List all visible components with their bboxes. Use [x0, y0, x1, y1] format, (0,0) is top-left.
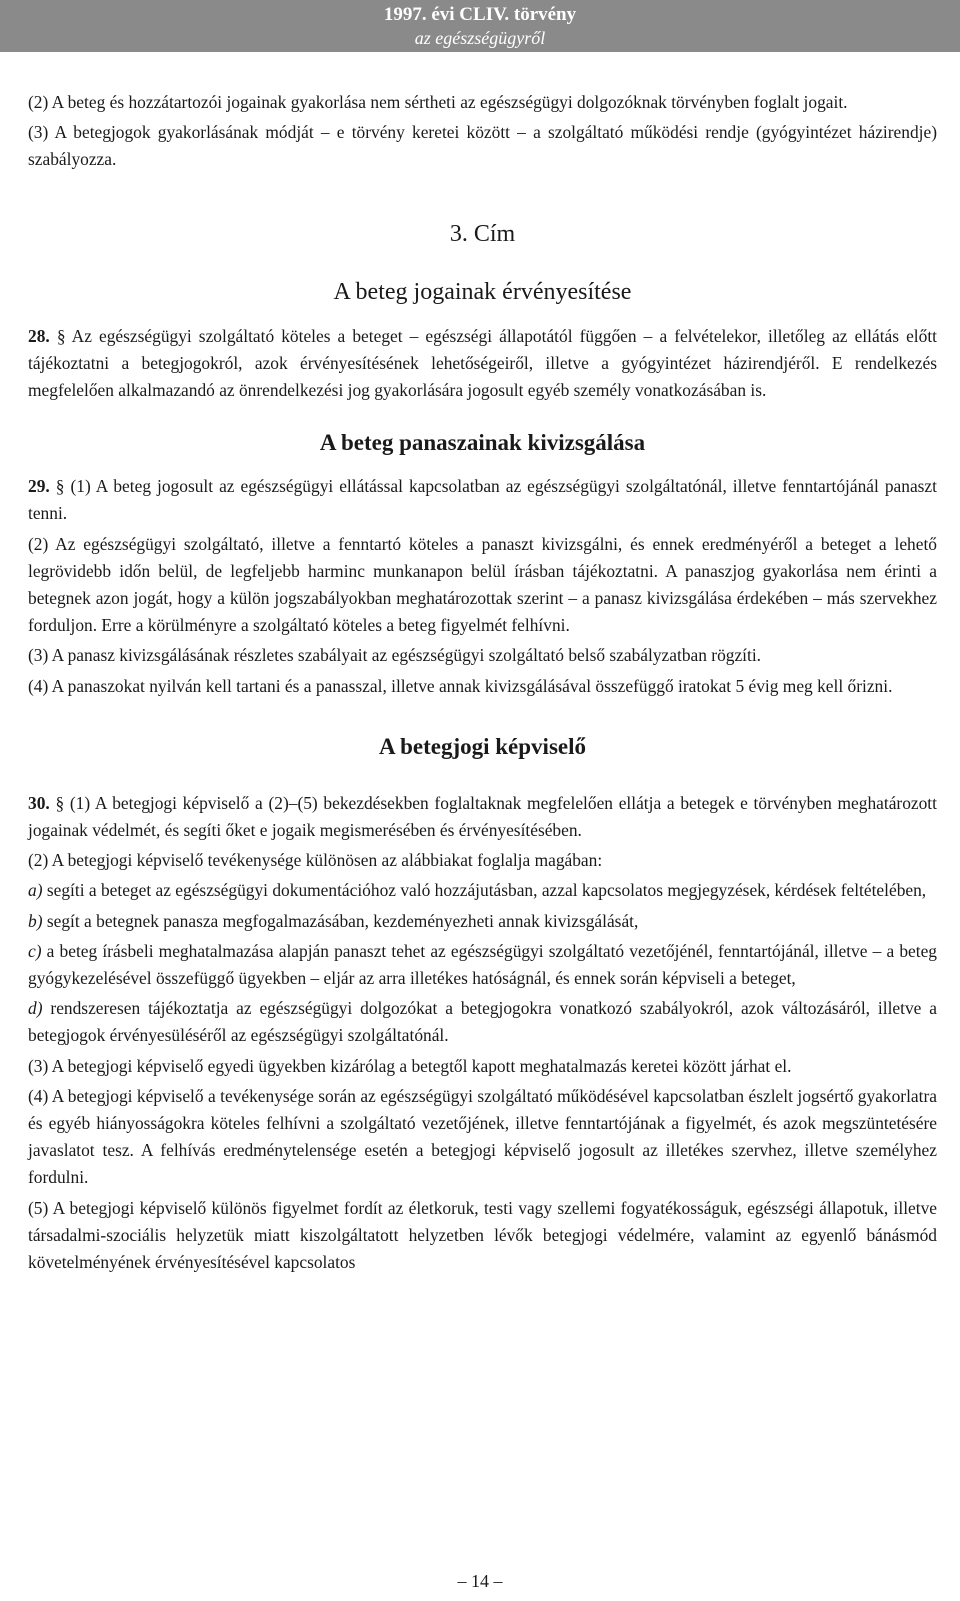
header-title: 1997. évi CLIV. törvény — [383, 4, 577, 25]
item-text: a beteg írásbeli meghatalmazása alapján panaszt tehet az egészségügyi szolgáltató vezetőjénél, fenntartójánál, illetve – a beteg gyógykezelésével összefüggő ügyekben – eljár az arra illetékes hatóságnál, és ennek során képviseli a beteget, — [28, 940, 937, 989]
chapter-title: A beteg jogainak érvényesítése — [333, 278, 632, 305]
section-29-3: (3) A panasz kivizsgálásának részletes szabályait az egészségügyi szolgáltató belső szabályzatban rögzíti. — [28, 645, 762, 666]
chapter-number: 3. Cím — [449, 220, 516, 247]
section-30-1 — [28, 790, 937, 844]
page-number: – 14 – — [457, 1571, 503, 1591]
heading-complaints: A beteg panaszainak kivizsgálása — [319, 430, 646, 456]
item-label: c) — [28, 940, 42, 961]
item-label: a) — [28, 880, 43, 901]
heading-patient-representative: A betegjogi képviselő — [379, 733, 586, 759]
item-text: segít a betegnek panasza megfogalmazásában, kezdeményezheti annak kivizsgálását, — [46, 910, 639, 931]
section-29-4: (4) A panaszokat nyilván kell tartani és a panasszal, illetve annak kivizsgálásával összefüggő iratokat 5 évig meg kell őrizni. — [28, 675, 893, 696]
section-30-1-text: (1) A betegjogi képviselő a (2)–(5) bekezdésekben foglaltaknak megfelelően ellátja a betegek e törvényben meghatározott jogainak védelmét, és segíti őket e jogaik megismerésében és érvényesítésében. — [28, 792, 937, 841]
item-text: rendszeresen tájékoztatja az egészségügyi dolgozókat a betegjogokra vonatkozó szabályokról, azok változásáról, illetve a betegjogok érvényesüléséről az egészségügyi szolgáltatónál. — [28, 998, 937, 1046]
section-30-5: (5) A betegjogi képviselő különös figyelmet fordít az életkoruk, testi vagy szellemi fogyatékosságuk, egészségi állapotuk, illetve társadalmi-szociális helyzetük miatt kiszolgáltatott helyzetben lévők betegjogi védelmére, valamint az egyenlő bánásmód követelményének érvényesítésével kapcsolatos — [28, 1197, 937, 1273]
section-sign-icon: § — [55, 476, 65, 497]
item-label: b) — [28, 910, 43, 931]
section-29-1 — [28, 473, 937, 527]
section-28 — [28, 323, 937, 405]
section-30-4: (4) A betegjogi képviselő a tevékenysége során az egészségügyi szolgáltató működésével kapcsolatban észlelt jogsértő gyakorlatra és egyéb hiányosságokra köteles felhívni a szolgáltató vezetőjének, illetve fenntartójának a figyelmét, és azok megszüntetésére javaslatot tesz. A felhívás eredménytelensége esetén a betegjogi képviselő jogosult az illetékes szervhez, illetve személyhez fordulni. — [28, 1085, 937, 1188]
section-28-text: Az egészségügyi szolgáltató köteles a beteget – egészségi állapotától függően – a felvételekor, illetőleg az ellátás előtt tájékoztatni a betegjogokról, azok érvényesítésének lehetőségeiről, illetve a gyógyintézet házirendjéről. E rendelkezés megfelelően alkalmazandó az önrendelkezési jog gyakorlására jogosult egyéb személy vonatkozásában is. — [28, 325, 937, 401]
section-30-2-a — [28, 877, 937, 904]
page-body — [28, 89, 937, 1276]
section-29-number: 29. — [28, 476, 50, 497]
section-30-2: (2) A betegjogi képviselő tevékenysége különösen az alábbiakat foglalja magában: — [28, 850, 603, 871]
section-28-number: 28. — [28, 325, 50, 346]
item-text: segíti a beteget az egészségügyi dokumentációhoz való hozzájutásban, azzal kapcsolatos megjegyzések, kérdések feltételében, — [46, 880, 927, 901]
section-30-2-c — [28, 938, 937, 992]
section-30-2-b — [28, 908, 937, 935]
section-29-1-text: (1) A beteg jogosult az egészségügyi ellátással kapcsolatban az egészségügyi szolgáltatónál, illetve fenntartójánál panaszt tenni. — [28, 476, 937, 524]
section-30-number: 30. — [28, 792, 50, 813]
section-30-2-d — [28, 995, 937, 1049]
section-sign-icon: § — [55, 792, 65, 813]
section-sign-icon: § — [56, 325, 66, 346]
paragraph-27-3: (3) A betegjogok gyakorlásának módját – e törvény keretei között – a szolgáltató működési rendje (gyógyintézet házirendje) szabályozza. — [28, 122, 937, 170]
section-30-3: (3) A betegjogi képviselő egyedi ügyekben kizárólag a betegtől kapott meghatalmazás keretei között járhat el. — [28, 1055, 792, 1076]
paragraph-27-2: (2) A beteg és hozzátartozói jogainak gyakorlása nem sértheti az egészségügyi dolgozóknak törvényben foglalt jogait. — [28, 92, 848, 112]
running-header — [0, 0, 960, 52]
section-29-2: (2) Az egészségügyi szolgáltató, illetve a fenntartó köteles a panaszt kivizsgálni, és ennek eredményéről a beteget a lehető legrövidebb időn belül, de legfeljebb harminc munkanapon belül írásban tájékoztatni. A panaszjog gyakorlása nem érinti a betegnek azon jogát, hogy a külön jogszabályokban meghatározottak szerint – a panasz kivizsgálása érdekében – más szervekhez forduljon. Erre a körülményre a szolgáltató köteles a beteg figyelmét felhívni. — [28, 533, 937, 636]
header-subtitle: az egészségügyről — [414, 28, 546, 48]
item-label: d) — [28, 998, 43, 1019]
